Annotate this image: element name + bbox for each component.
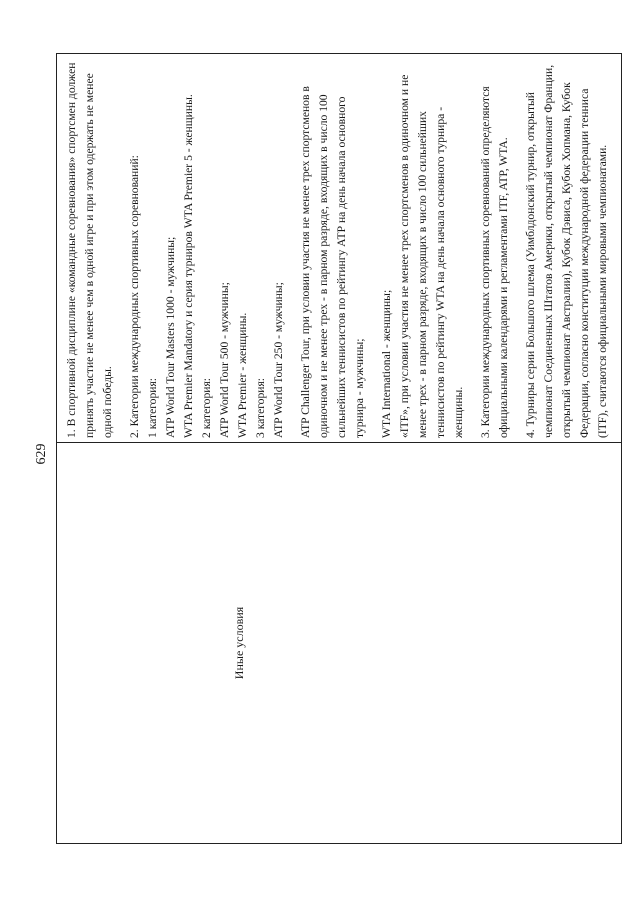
category-3-title: 3 категория: bbox=[254, 377, 267, 438]
label-cell bbox=[57, 443, 622, 844]
conditions-table bbox=[56, 53, 622, 844]
category-2-atp: ATP World Tour 500 - мужчины; bbox=[218, 282, 231, 438]
wta-itf-paragraph bbox=[378, 58, 468, 438]
categories-heading: 2. Категории международных спортивных соревнований: bbox=[128, 155, 141, 438]
category-1-title: 1 категория: bbox=[146, 377, 159, 438]
category-2-title: 2 категория: bbox=[200, 377, 213, 438]
rotated-page-content bbox=[34, 62, 609, 844]
paragraph-1: 1. В спортивной дисциплине «командные соревнования» спортсмен должен принять участие не менее чем в одной игре и при этом одержать не менее одной победы. bbox=[65, 62, 114, 438]
challenger-paragraph: ATP Challenger Tour, при условии участия не менее трех спортсменов в одиночном и не менее трех - в парном разряде, входящих в число 100 сильнейших теннисистов по рейтингу АТР на день начала основного турнира - мужчины; bbox=[299, 86, 366, 438]
paragraph-4: 4. Турниры серии Большого шлема (Уимблдонский турнир, открытый чемпионат Соединенных Штатов Америки, открытый чемпионат Франции, открытый чемпионат Австралии), Кубок Дэвиса, Кубок Хопмана, Кубок Федерации, согласно конституции международной федерации тенниса (ITF), считаются официальными мировыми чемпионатами. bbox=[524, 64, 609, 438]
paragraph-2 bbox=[126, 58, 288, 438]
category-2-wta: WTA Premier - женщины. bbox=[236, 312, 249, 438]
row-label: Иные условия bbox=[232, 606, 246, 680]
paragraph-3: 3. Категории международных спортивных соревнований определяются официальными календарями и регламентами ITF, ATP, WTA. bbox=[479, 86, 510, 438]
category-1-wta: WTA Premier Mandatory и серия турниров WTA Premier 5 - женщины. bbox=[182, 94, 195, 438]
category-1-atp: ATP World Tour Masters 1000 - мужчины; bbox=[164, 236, 177, 438]
wta-international: WTA International - женщины; bbox=[380, 289, 393, 438]
content-cell bbox=[57, 54, 622, 443]
itf-condition: «ITF», при условии участия не менее трех спортсменов в одиночном и не менее трех - в парном разряде, входящих в число 100 сильнейших теннисистов по рейтингу WTA на день начала основного турнира - женщины. bbox=[398, 74, 465, 438]
page-number: 629 bbox=[34, 443, 49, 465]
category-3-atp: ATP World Tour 250 - мужчины; bbox=[272, 282, 285, 438]
table-row bbox=[57, 54, 622, 844]
